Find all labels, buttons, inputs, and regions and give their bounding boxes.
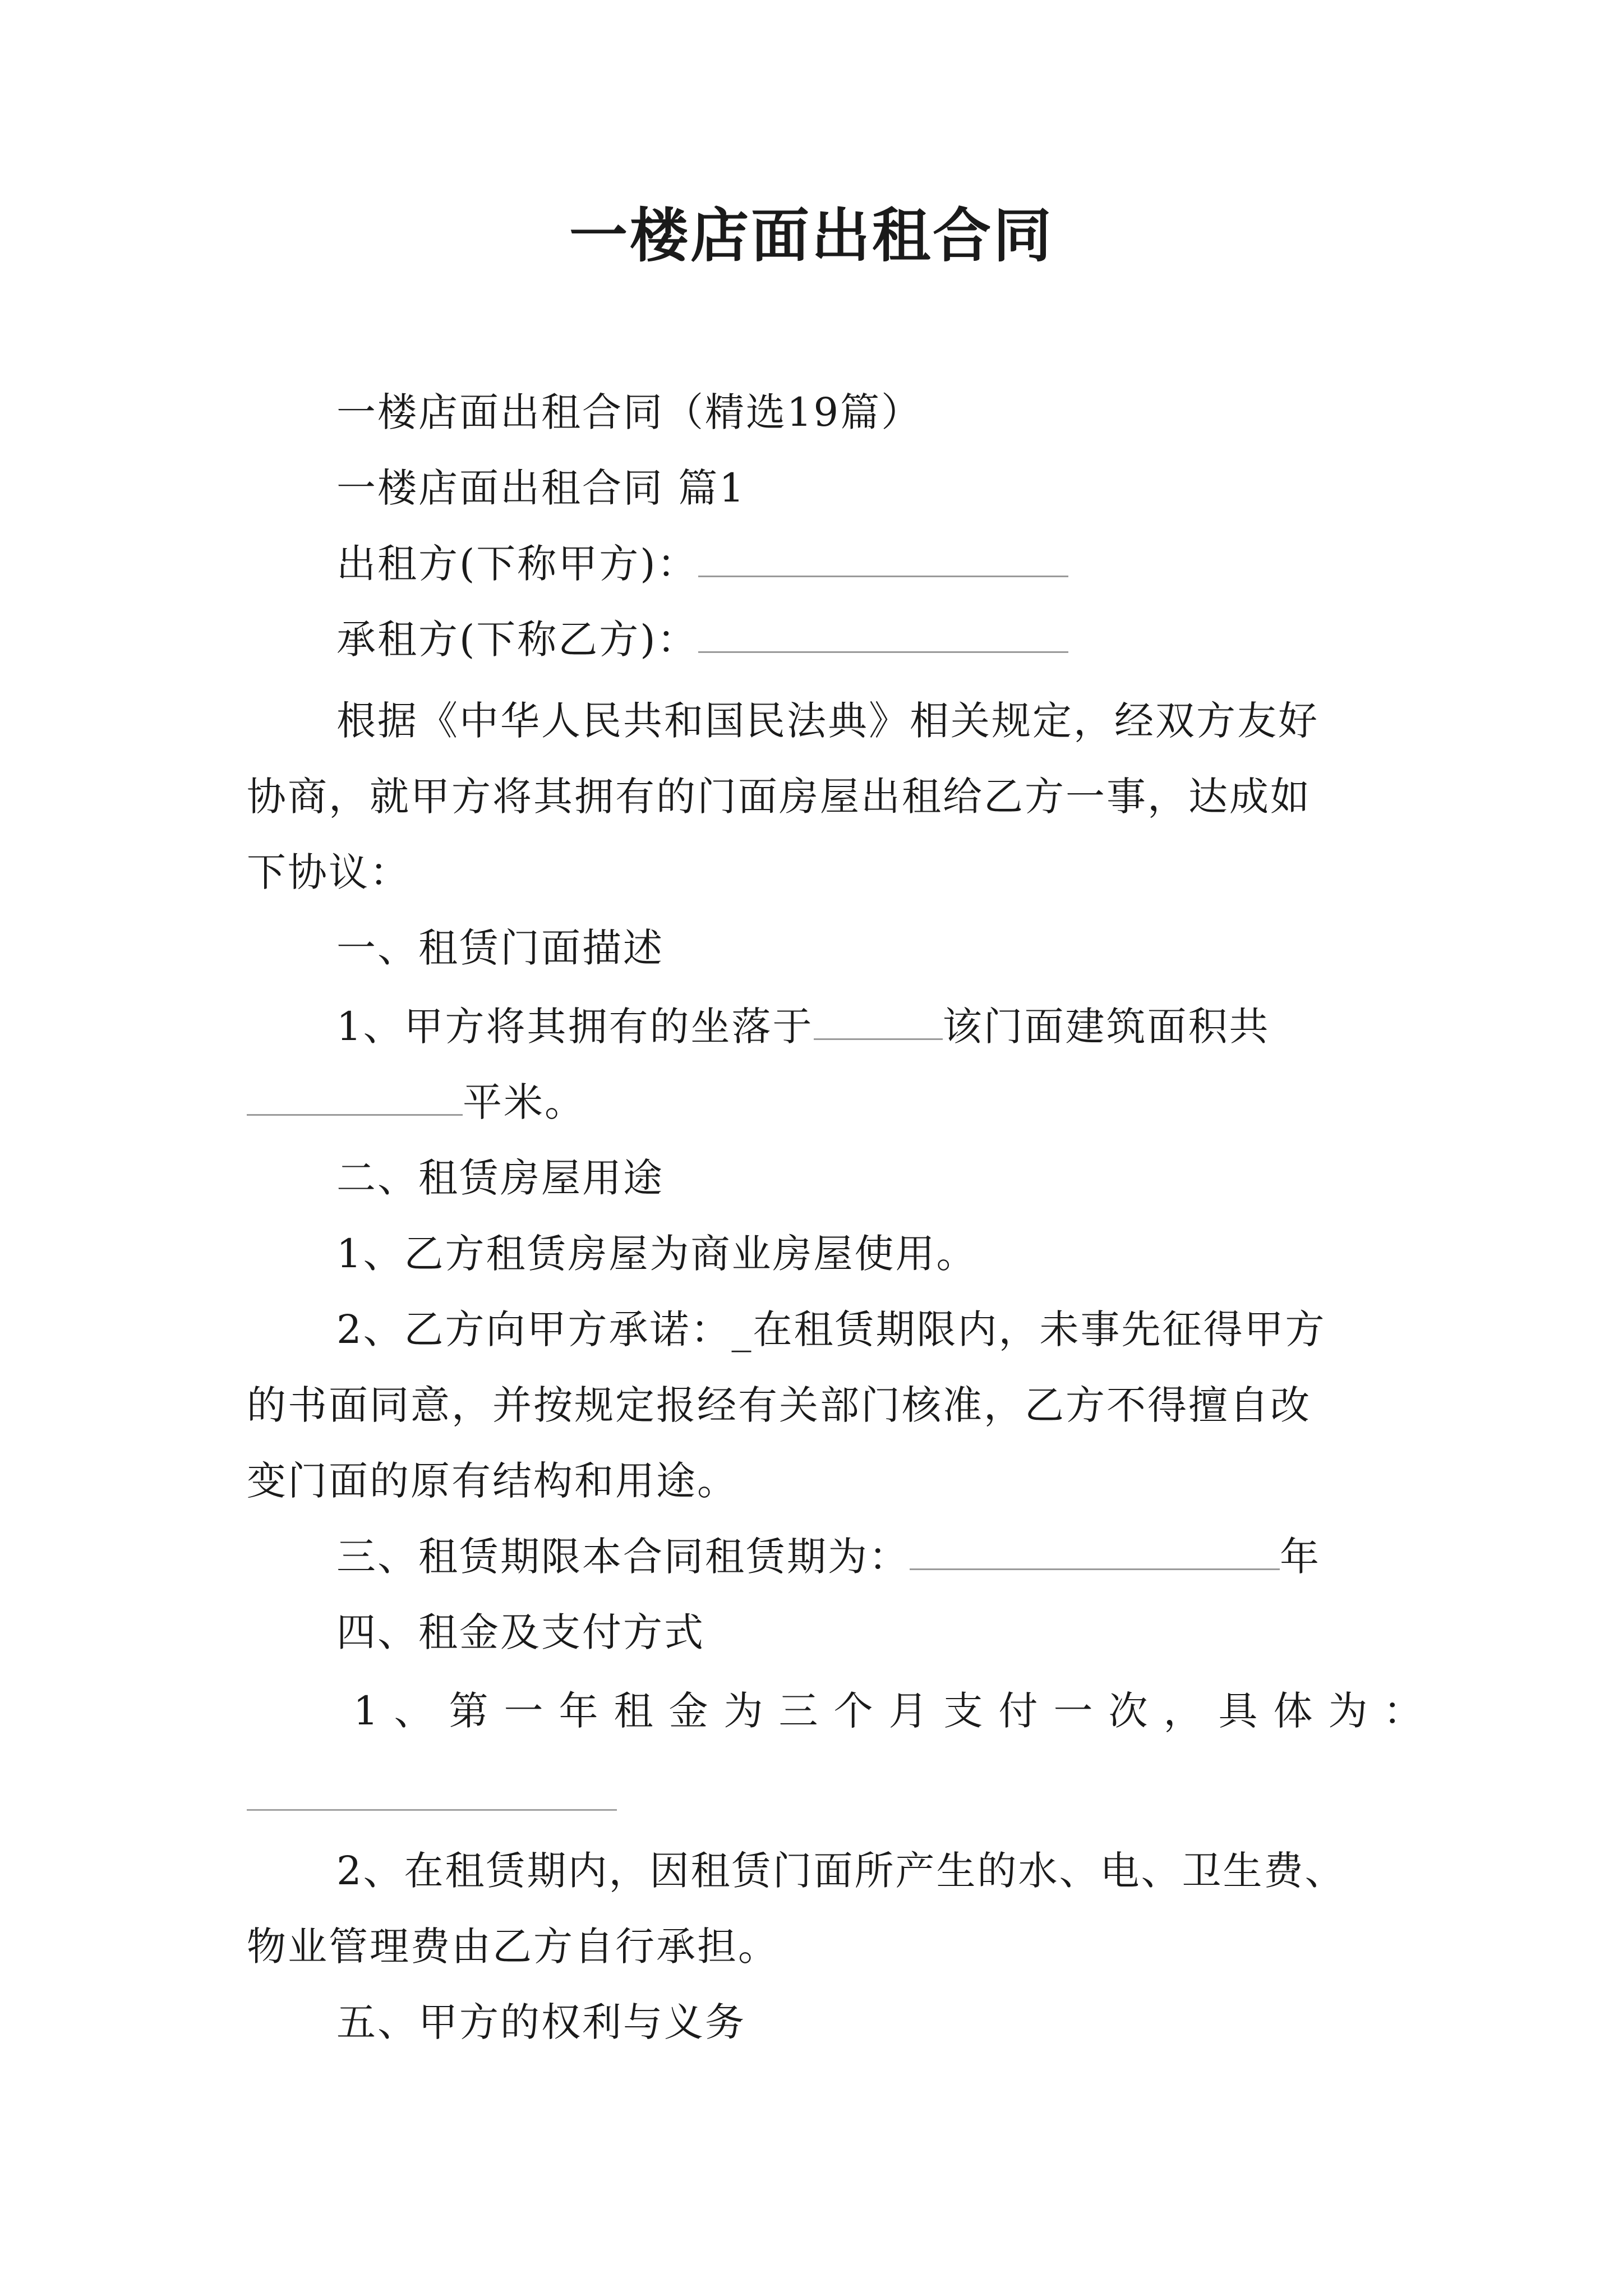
clause-line-area [247, 1077, 585, 1128]
location-blank [814, 1006, 943, 1040]
clause-heading: 四、租金及支付方式 [336, 1609, 705, 1655]
subtitle-line: 一楼店面出租合同（精选19篇） [336, 389, 923, 435]
clause-heading: 一、租赁门面描述 [336, 925, 664, 971]
lessor-label: 出租方(下称甲方)： [336, 541, 698, 587]
location-label: 1、甲方将其拥有的坐落于 [336, 1004, 814, 1050]
paragraph-line: 下协议： [247, 849, 411, 895]
paragraph-line: 2、在租赁期内，因租赁门面所产生的水、电、卫生费、 [336, 1848, 1346, 1894]
section-heading-part-1: 一楼店面出租合同 篇1 [336, 465, 746, 511]
paragraph-line: 1、乙方租赁房屋为商业房屋使用。 [336, 1231, 978, 1277]
area-unit: 平米。 [463, 1079, 585, 1125]
clause-heading: 二、租赁房屋用途 [336, 1155, 664, 1201]
term-label: 三、租赁期限本合同租赁期为： [336, 1534, 910, 1580]
paragraph-line: 2、乙方向甲方承诺：_在租赁期限内，未事先征得甲方 [336, 1306, 1326, 1352]
clause-line-term [336, 1531, 1321, 1582]
paragraph-line: 根据《中华人民共和国民法典》相关规定，经双方友好 [336, 698, 1319, 744]
lessor-blank [698, 543, 1068, 577]
paragraph-line: 的书面同意，并按规定报经有关部门核准，乙方不得擅自改 [247, 1382, 1311, 1428]
clause-line-location [336, 1001, 1270, 1052]
term-unit: 年 [1280, 1534, 1321, 1580]
term-blank [910, 1536, 1280, 1570]
paragraph-line: 1、第一年租金为三个月支付一次，具体为： [353, 1688, 1438, 1734]
lessee-blank [698, 619, 1068, 653]
paragraph-line: 变门面的原有结构和用途。 [247, 1458, 738, 1504]
lessee-label: 承租方(下称乙方)： [336, 616, 698, 662]
payment-blank [247, 1809, 617, 1811]
area-label: 该门面建筑面积共 [942, 1004, 1270, 1050]
lessor-line [336, 539, 1068, 589]
paragraph-line: 物业管理费由乙方自行承担。 [247, 1924, 779, 1970]
lessee-line [336, 614, 1068, 665]
clause-heading: 五、甲方的权利与义务 [336, 1999, 746, 2045]
paragraph-line: 协商，就甲方将其拥有的门面房屋出租给乙方一事，达成如 [247, 774, 1311, 820]
document-title: 一楼店面出租合同 [569, 201, 1054, 270]
area-blank [247, 1082, 463, 1116]
